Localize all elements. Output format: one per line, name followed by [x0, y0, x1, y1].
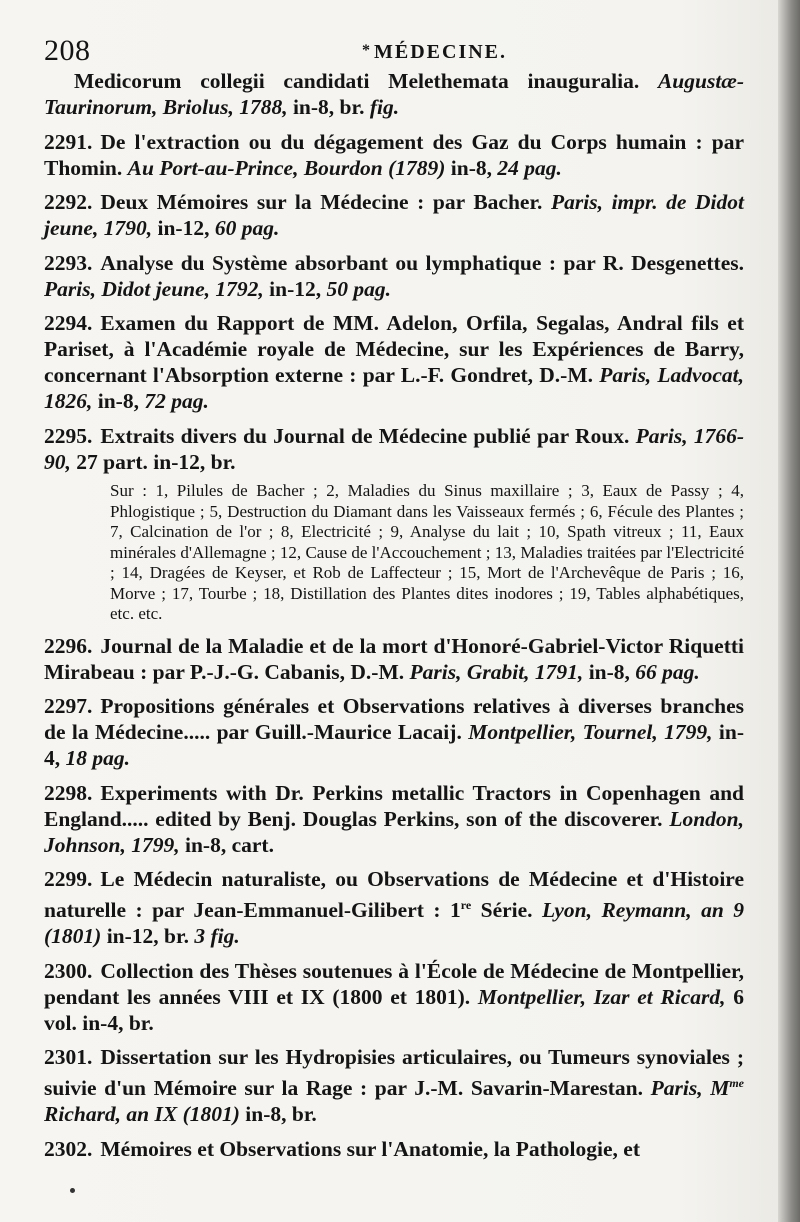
entry-text: 27 part. in-12, br.: [70, 449, 236, 474]
catalog-entry: [44, 250, 744, 302]
entry-imprint-text: London, Johnson, 1799,: [44, 806, 744, 857]
entry-number: 2301.: [44, 1045, 93, 1069]
entry-imprint-text: Paris, 1766-90,: [44, 423, 744, 474]
entry-text: Le Médecin naturaliste, ou Observations de Médecine et d'Histoire naturelle : par Jean-Emmanuel-Gilibert : 1: [44, 867, 744, 922]
ink-speck: [70, 1188, 75, 1193]
entry-imprint-text: 60 pag.: [214, 216, 280, 240]
entry-text: Deux Mémoires sur la Médecine : par Bacher.: [100, 190, 552, 214]
entry-imprint-text: Lyon, Reymann, an 9 (1801): [44, 898, 745, 948]
entry-text: Mémoires et Observations sur l'Anatomie, la Pathologie, et: [100, 1136, 640, 1161]
catalog-entry: [44, 693, 744, 771]
catalog-entry: [44, 1044, 744, 1127]
page-edge-shadow: [778, 0, 800, 1222]
entry-imprint-text: Paris, Ladvocat, 1826,: [44, 363, 744, 413]
catalog-entry: [44, 866, 744, 949]
entry-text: re: [460, 898, 472, 912]
entry-number: 2302.: [44, 1136, 93, 1161]
entry-imprint-text: Paris, impr. de Didot jeune, 1790,: [44, 190, 745, 240]
entry-number: 2298.: [44, 780, 93, 805]
entry-text: in-8,: [445, 155, 498, 180]
entry-text: Analyse du Système absorbant ou lymphatique : par R. Desgenettes.: [100, 250, 744, 275]
entry-number: 2300.: [44, 958, 93, 983]
catalog-entry: [44, 1136, 744, 1162]
entry-number: 2296.: [44, 633, 93, 658]
entry-imprint-text: me: [729, 1076, 744, 1090]
catalog-entries: [44, 68, 744, 1170]
catalog-entry: [44, 780, 744, 858]
entry-imprint-text: 66 pag.: [635, 659, 700, 684]
entry-text: in-8, cart.: [179, 832, 274, 857]
entry-text: in-12, br.: [101, 924, 195, 948]
catalog-entry: [44, 310, 744, 414]
catalog-entry: [44, 68, 744, 120]
entry-text: Dissertation sur les Hydropisies articulaires, ou Tumeurs synoviales ; suivie d'un Mémoire sur la Rage : par J.-M. Savarin-Marestan.: [44, 1045, 744, 1100]
entry-text: in-4,: [44, 720, 744, 770]
catalog-entry: [44, 129, 744, 181]
entry-number: 2299.: [44, 867, 93, 891]
entry-imprint-text: Augustæ-Taurinorum, Briolus, 1788,: [44, 69, 744, 119]
entry-imprint-text: Montpellier, Tournel, 1799,: [468, 720, 713, 744]
entry-imprint-text: 72 pag.: [144, 389, 209, 413]
entry-text: in-8,: [92, 389, 145, 413]
entry-imprint-text: Au Port-au-Prince, Bourdon (1789): [127, 155, 446, 180]
page-number: 208: [44, 34, 91, 67]
catalog-entry: [44, 958, 744, 1036]
entry-imprint-text: Paris, M: [650, 1076, 730, 1100]
entry-text: Collection des Thèses soutenues à l'École de Médecine de Montpellier, pendant les années VIII et IX (1800 et 1801).: [44, 958, 744, 1009]
catalog-entry: [44, 189, 744, 241]
entry-imprint-text: Richard, an IX (1801): [44, 1102, 240, 1126]
entry-imprint-text: Paris, Didot jeune, 1792,: [44, 276, 264, 301]
entry-text: Propositions générales et Observations relatives à diverses branches de la Médecine..... par Guill.-Maurice Lacaij.: [44, 694, 744, 744]
entry-imprint-text: Montpellier, Izar et Ricard,: [477, 984, 726, 1009]
entry-number: 2295.: [44, 423, 93, 448]
entry-imprint-text: fig.: [369, 95, 400, 119]
entry-contents-note: Sur : 1, Pilules de Bacher ; 2, Maladies du Sinus maxillaire ; 3, Eaux de Passy ; 4, Phlogistique ; 5, Destruction du Diamant dans les Vaisseaux fermés ; 6, Fécule des Plantes ; 7, Calcination de l'or ; 8, Electricité ; 9, Analyse du lait ; 10, Spath vitreux ; 11, Eaux minérales d'Allemagne ; 12, Cause de l'Accouchement ; 13, Maladies traitées par l'Electricité ; 14, Dragées de Keyser, et Rob de Laffecteur ; 15, Mort de l'Archevêque de Paris ; 16, Morve ; 17, Tourbe ; 18, Distillation des Plantes dites inodores ; 19, Tables alphabétiques, etc. etc.: [110, 481, 744, 623]
running-head-label: MÉDECINE.: [374, 41, 508, 63]
entry-number: 2294.: [44, 311, 93, 335]
entry-number: 2292.: [44, 190, 93, 214]
entry-imprint-text: Paris, Grabit, 1791,: [409, 659, 584, 684]
catalog-entry: [44, 633, 744, 685]
entry-text: Examen du Rapport de MM. Adelon, Orfila, Segalas, Andral fils et Pariset, à l'Académie royale de Médecine, sur les Expériences de Barry, concernant l'Absorption externe : par L.-F. Gondret, D.-M.: [44, 311, 744, 387]
catalog-entry: [44, 423, 744, 475]
running-head: [362, 41, 507, 64]
entry-text: Experiments with Dr. Perkins metallic Tractors in Copenhagen and England..... edited by Benj. Douglas Perkins, son of the discoverer.: [44, 780, 744, 831]
entry-text: in-8,: [583, 659, 636, 684]
entry-text: 6 vol. in-4, br.: [44, 984, 745, 1035]
entry-number: 2291.: [44, 129, 93, 154]
entry-imprint-text: 24 pag.: [497, 155, 562, 180]
entry-text: Medicorum collegii candidati Melethemata inauguralia.: [74, 69, 658, 93]
entry-imprint-text: 18 pag.: [65, 746, 130, 770]
entry-text: in-12,: [152, 216, 215, 240]
entry-imprint-text: 3 fig.: [194, 924, 240, 948]
entry-number: 2297.: [44, 694, 93, 718]
entry-imprint-text: 50 pag.: [326, 276, 392, 301]
entry-text: in-8, br.: [287, 95, 370, 119]
entry-text: Extraits divers du Journal de Médecine publié par Roux.: [100, 423, 636, 448]
entry-text: in-12,: [263, 276, 327, 301]
entry-text: in-8, br.: [239, 1102, 317, 1126]
entry-text: Journal de la Maladie et de la mort d'Honoré-Gabriel-Victor Riquetti Mirabeau : par P.-J.-G. Cabanis, D.-M.: [44, 633, 744, 684]
ornament-icon: *: [362, 42, 372, 59]
entry-text: De l'extraction ou du dégagement des Gaz du Corps humain : par Thomin.: [44, 129, 744, 180]
entry-text: Série.: [471, 898, 543, 922]
entry-number: 2293.: [44, 250, 93, 275]
